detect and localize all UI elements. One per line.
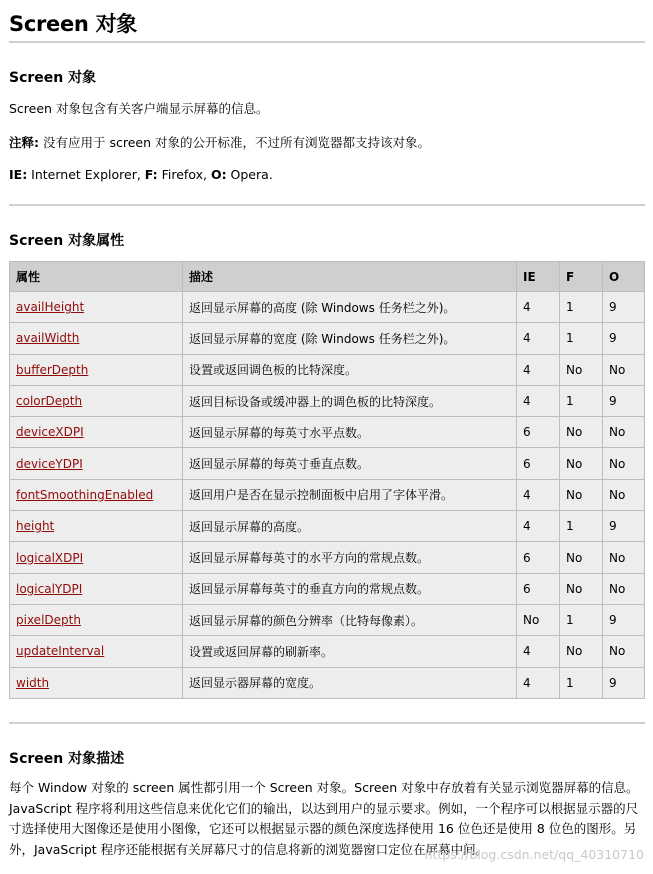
support-ie: 4 [523, 331, 531, 346]
property-link-cell [10, 511, 183, 542]
properties-table [9, 261, 645, 699]
property-link[interactable]: bufferDepth [16, 362, 89, 377]
support-o-cell [603, 354, 645, 385]
support-o: No [609, 644, 626, 659]
property-link[interactable]: width [16, 675, 50, 690]
property-description: 返回显示屏幕的每英寸垂直点数。 [189, 457, 370, 472]
column-header-o: O [603, 262, 645, 292]
property-link[interactable]: fontSmoothingEnabled [16, 487, 154, 502]
property-link[interactable]: colorDepth [16, 394, 83, 409]
divider [9, 722, 645, 724]
property-link-cell [10, 323, 183, 354]
property-description-cell [183, 542, 517, 573]
table-row [10, 417, 645, 448]
support-f-cell [560, 354, 603, 385]
browser-legend [9, 167, 273, 182]
property-description: 返回显示屏幕每英寸的垂直方向的常规点数。 [189, 582, 430, 597]
table-row [10, 292, 645, 323]
section-heading-properties: Screen 对象属性 [9, 233, 125, 249]
page-title: Screen 对象 [9, 12, 137, 36]
support-f: No [566, 550, 583, 565]
table-row [10, 667, 645, 698]
note-text: 没有应用于 screen 对象的公开标准，不过所有浏览器都支持该对象。 [39, 135, 430, 150]
property-description-cell [183, 511, 517, 542]
support-o: 9 [609, 394, 617, 409]
property-description-cell [183, 292, 517, 323]
support-ie: 6 [523, 581, 531, 596]
support-f-cell [560, 417, 603, 448]
divider [9, 41, 645, 43]
property-description-cell [183, 448, 517, 479]
property-link[interactable]: pixelDepth [16, 613, 81, 628]
table-row [10, 542, 645, 573]
support-o: No [609, 550, 626, 565]
support-f: No [566, 425, 583, 440]
table-row [10, 323, 645, 354]
watermark: https://blog.csdn.net/qq_40310710 [424, 847, 644, 862]
property-link[interactable]: availHeight [16, 300, 85, 315]
support-f-cell [560, 636, 603, 667]
property-description: 返回显示屏幕的颜色分辨率（比特每像素）。 [189, 613, 424, 628]
description-text: 每个 Window 对象的 screen 属性都引用一个 Screen 对象。Screen 对象中存放着有关显示浏览器屏幕的信息。JavaScript 程序将利用这些信息来优化它们的输出，以达到用户的显示要求。例如，一个程序可以根据显示器的尺寸选择使用大图像还是使用小图像，它还可以根据显示器的颜色深度选择使用 16 位色还是使用 8 位色的图形。另外，JavaScript 程序还能根据有关屏幕尺寸的信息将新的浏览器窗口定位在屏幕中间。 [9, 780, 639, 857]
support-f: No [566, 456, 583, 471]
support-ie-cell [517, 448, 560, 479]
browser-name: Opera. [226, 167, 273, 182]
support-f-cell [560, 604, 603, 635]
support-ie-cell [517, 573, 560, 604]
property-link[interactable]: logicalYDPI [16, 581, 83, 596]
browser-abbr: F: [144, 167, 158, 182]
support-o-cell [603, 636, 645, 667]
property-link-cell [10, 354, 183, 385]
property-description-cell [183, 417, 517, 448]
table-row [10, 448, 645, 479]
support-ie-cell [517, 667, 560, 698]
support-f-cell [560, 667, 603, 698]
table-row [10, 354, 645, 385]
support-o: 9 [609, 331, 617, 346]
browser-name: Firefox, [157, 167, 211, 182]
support-ie-cell [517, 479, 560, 510]
table-row [10, 604, 645, 635]
column-header-description: 描述 [183, 262, 517, 292]
support-o: No [609, 581, 626, 596]
support-ie-cell [517, 385, 560, 416]
column-header-property: 属性 [10, 262, 183, 292]
support-o-cell [603, 604, 645, 635]
property-description-cell [183, 667, 517, 698]
property-description: 返回显示屏幕的宽度 (除 Windows 任务栏之外)。 [189, 331, 456, 346]
support-o-cell [603, 573, 645, 604]
property-description-cell [183, 604, 517, 635]
support-o: 9 [609, 675, 617, 690]
property-description: 返回显示屏幕的高度。 [189, 519, 310, 534]
property-link[interactable]: availWidth [16, 331, 80, 346]
support-o: No [609, 362, 626, 377]
support-f: No [566, 362, 583, 377]
support-o-cell [603, 511, 645, 542]
support-f-cell [560, 542, 603, 573]
column-header-ie: IE [517, 262, 560, 292]
support-f: 1 [566, 394, 574, 409]
support-f-cell [560, 573, 603, 604]
property-link[interactable]: height [16, 519, 55, 534]
support-ie-cell [517, 417, 560, 448]
property-link-cell [10, 479, 183, 510]
support-ie: 6 [523, 550, 531, 565]
property-link[interactable]: updateInterval [16, 644, 105, 659]
support-f: No [566, 581, 583, 596]
property-description: 返回显示屏幕每英寸的水平方向的常规点数。 [189, 551, 430, 566]
browser-name: Internet Explorer, [27, 167, 145, 182]
property-link[interactable]: logicalXDPI [16, 550, 84, 565]
support-ie: 4 [523, 675, 531, 690]
support-ie: 4 [523, 519, 531, 534]
property-description: 设置或返回屏幕的刷新率。 [189, 644, 334, 659]
property-link-cell [10, 542, 183, 573]
property-description: 返回显示屏幕的每英寸水平点数。 [189, 425, 370, 440]
support-o-cell [603, 542, 645, 573]
property-link-cell [10, 667, 183, 698]
property-description-cell [183, 636, 517, 667]
section-heading-description: Screen 对象描述 [9, 751, 125, 767]
property-link-cell [10, 448, 183, 479]
support-o: 9 [609, 300, 617, 315]
support-o-cell [603, 385, 645, 416]
support-o-cell [603, 448, 645, 479]
table-row [10, 573, 645, 604]
property-description-cell [183, 354, 517, 385]
support-f-cell [560, 323, 603, 354]
support-ie: 4 [523, 487, 531, 502]
support-o: 9 [609, 519, 617, 534]
support-ie: 6 [523, 425, 531, 440]
support-f: 1 [566, 519, 574, 534]
support-f: 1 [566, 300, 574, 315]
property-link-cell [10, 573, 183, 604]
property-description: 设置或返回调色板的比特深度。 [189, 363, 358, 378]
property-description-cell [183, 385, 517, 416]
property-link-cell [10, 636, 183, 667]
support-f: 1 [566, 613, 574, 628]
table-row [10, 385, 645, 416]
support-ie: 4 [523, 394, 531, 409]
table-row [10, 636, 645, 667]
support-f: No [566, 644, 583, 659]
support-ie: 4 [523, 362, 531, 377]
support-f-cell [560, 479, 603, 510]
property-description: 返回显示屏幕的高度 (除 Windows 任务栏之外)。 [189, 300, 456, 315]
support-o-cell [603, 479, 645, 510]
support-ie: 4 [523, 644, 531, 659]
property-description: 返回用户是否在显示控制面板中启用了字体平滑。 [189, 488, 454, 503]
note-paragraph [9, 133, 430, 151]
property-link[interactable]: deviceXDPI [16, 425, 84, 440]
support-f-cell [560, 448, 603, 479]
support-ie: 4 [523, 300, 531, 315]
support-f: 1 [566, 675, 574, 690]
property-description: 返回显示器屏幕的宽度。 [189, 676, 322, 691]
support-ie-cell [517, 354, 560, 385]
support-f-cell [560, 385, 603, 416]
support-ie: 6 [523, 456, 531, 471]
property-link-cell [10, 292, 183, 323]
support-ie: No [523, 613, 540, 628]
support-o-cell [603, 667, 645, 698]
property-description: 返回目标设备或缓冲器上的调色板的比特深度。 [189, 394, 442, 409]
table-row [10, 511, 645, 542]
support-f: No [566, 487, 583, 502]
section-heading-screen-object: Screen 对象 [9, 70, 97, 86]
support-o-cell [603, 292, 645, 323]
browser-abbr: O: [210, 167, 227, 182]
support-f-cell [560, 292, 603, 323]
support-ie-cell [517, 511, 560, 542]
table-row [10, 479, 645, 510]
column-header-f: F [560, 262, 603, 292]
support-o-cell [603, 417, 645, 448]
support-o: No [609, 487, 626, 502]
property-link-cell [10, 417, 183, 448]
support-o: 9 [609, 613, 617, 628]
table-header-row [10, 262, 645, 292]
support-o-cell [603, 323, 645, 354]
browser-abbr: IE: [9, 167, 28, 182]
property-description-cell [183, 573, 517, 604]
property-description-cell [183, 323, 517, 354]
property-link-cell [10, 604, 183, 635]
property-link-cell [10, 385, 183, 416]
property-description-cell [183, 479, 517, 510]
note-label: 注释: [9, 135, 39, 150]
intro-text: Screen 对象包含有关客户端显示屏幕的信息。 [9, 101, 269, 116]
support-ie-cell [517, 292, 560, 323]
support-o: No [609, 425, 626, 440]
support-ie-cell [517, 636, 560, 667]
property-link[interactable]: deviceYDPI [16, 456, 83, 471]
divider [9, 204, 645, 206]
support-ie-cell [517, 604, 560, 635]
support-o: No [609, 456, 626, 471]
support-f-cell [560, 511, 603, 542]
support-ie-cell [517, 323, 560, 354]
support-ie-cell [517, 542, 560, 573]
support-f: 1 [566, 331, 574, 346]
